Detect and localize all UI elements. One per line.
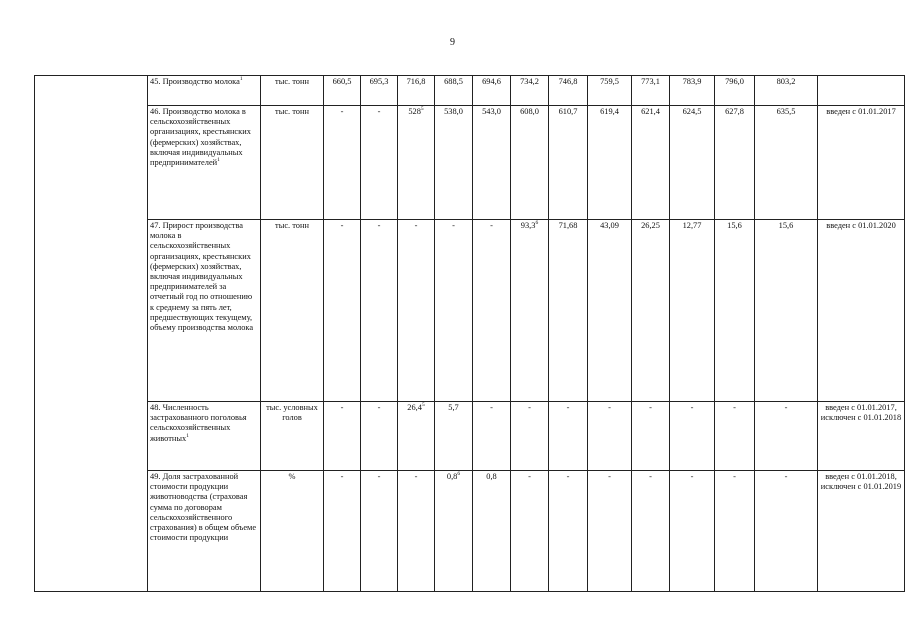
value-text: - — [377, 221, 381, 230]
value-cell — [361, 106, 398, 220]
value-text: 26,25 — [641, 221, 660, 230]
value-text: 660,5 — [332, 77, 352, 86]
value-text: 93,3 — [520, 221, 536, 230]
value-text: 759,5 — [600, 77, 619, 86]
indicator-cell — [148, 106, 261, 220]
value-text: - — [784, 403, 788, 412]
empty-cell — [35, 76, 148, 592]
indicator-cell — [148, 402, 261, 471]
note-cell: введен с 01.01.2018, исключен с 01.01.2019 — [818, 471, 905, 592]
indicator-text: 46. Производство молока в сельскохозяйственных организациях, крестьянских (фермерских) хозяйствах, включая индивидуальных предпринимателей — [150, 107, 251, 168]
value-cell — [361, 76, 398, 106]
value-cell — [435, 471, 473, 592]
value-cell — [361, 220, 398, 402]
footnote-mark: 1 — [217, 157, 220, 164]
indicator-cell — [148, 471, 261, 592]
unit-cell: тыс. тонн — [261, 106, 324, 220]
value-text: - — [733, 472, 736, 481]
value-text: 627,8 — [725, 107, 744, 116]
value-cell — [398, 220, 435, 402]
value-text: - — [414, 472, 418, 481]
value-text: - — [452, 221, 455, 230]
value-cell — [670, 402, 715, 471]
value-text: - — [377, 107, 381, 116]
footnote-mark: 1 — [239, 76, 243, 83]
value-cell — [511, 402, 549, 471]
value-cell — [632, 76, 670, 106]
value-cell — [549, 220, 588, 402]
value-text: - — [566, 403, 570, 412]
value-cell — [715, 76, 755, 106]
value-text: - — [690, 403, 694, 412]
value-text: - — [490, 221, 493, 230]
value-text: - — [490, 403, 493, 412]
value-text: - — [377, 403, 381, 412]
table-row — [35, 220, 905, 402]
value-cell — [715, 106, 755, 220]
value-text: 538,0 — [444, 107, 463, 116]
unit-cell: тыс. тонн — [261, 220, 324, 402]
note-cell: введен с 01.01.2020 — [818, 220, 905, 402]
unit-cell: тыс. тонн — [261, 76, 324, 106]
value-text: - — [340, 221, 344, 230]
footnote-mark: 1 — [186, 432, 189, 439]
indicators-table — [34, 75, 905, 592]
value-text: 12,77 — [682, 221, 702, 230]
value-cell — [473, 220, 511, 402]
value-cell — [549, 76, 588, 106]
value-text: 15,6 — [778, 221, 794, 230]
value-text: - — [608, 472, 611, 481]
value-cell — [324, 76, 361, 106]
value-text: - — [340, 107, 344, 116]
value-cell — [632, 471, 670, 592]
value-cell — [511, 471, 549, 592]
value-cell — [324, 220, 361, 402]
value-text: 26,4 — [407, 403, 422, 412]
value-text: 619,4 — [600, 107, 619, 116]
value-cell — [632, 402, 670, 471]
value-text: 716,8 — [406, 77, 426, 86]
value-text: - — [340, 472, 344, 481]
note-cell — [818, 76, 905, 106]
value-cell — [715, 220, 755, 402]
value-cell — [755, 76, 818, 106]
footnote-mark: 5 — [421, 402, 425, 409]
value-cell — [473, 76, 511, 106]
value-text: 746,8 — [558, 77, 578, 86]
value-text: 803,2 — [776, 77, 796, 86]
value-text: 71,68 — [558, 221, 578, 230]
value-text: 773,1 — [641, 77, 660, 86]
value-cell — [324, 402, 361, 471]
value-cell — [632, 220, 670, 402]
table-row — [35, 76, 905, 106]
unit-cell: тыс. условных голов — [261, 402, 324, 471]
value-cell — [511, 76, 549, 106]
value-text: 694,6 — [482, 77, 501, 86]
value-cell — [755, 402, 818, 471]
value-cell — [398, 402, 435, 471]
value-text: 15,6 — [727, 221, 742, 230]
value-cell — [435, 220, 473, 402]
value-text: 635,5 — [776, 107, 796, 116]
footnote-mark: 5 — [420, 106, 424, 113]
value-cell — [549, 402, 588, 471]
page-number: 9 — [450, 37, 455, 48]
indicator-cell — [148, 76, 261, 106]
value-text: 695,3 — [369, 77, 389, 86]
value-text: 528 — [408, 107, 421, 116]
value-cell — [473, 402, 511, 471]
footnote-mark: 6 — [457, 471, 461, 478]
indicator-text: 45. Производство молока — [150, 77, 240, 86]
table-row — [35, 471, 905, 592]
value-cell — [473, 471, 511, 592]
value-text: - — [690, 472, 694, 481]
value-text: - — [528, 472, 531, 481]
table-row — [35, 402, 905, 471]
value-cell — [588, 220, 632, 402]
value-text: - — [414, 221, 418, 230]
value-text: 0,8 — [486, 472, 497, 481]
value-cell — [588, 402, 632, 471]
value-cell — [398, 106, 435, 220]
value-cell — [361, 402, 398, 471]
value-text: 734,2 — [520, 77, 539, 86]
value-text: 624,5 — [682, 107, 702, 116]
value-cell — [549, 471, 588, 592]
unit-cell: % — [261, 471, 324, 592]
value-cell — [511, 106, 549, 220]
value-cell — [755, 471, 818, 592]
indicator-text: 49. Доля застрахованной стоимости продукции животноводства (страховая сумма по договорам сельскохозяйственного страхования) в общем объеме стоимости продукции — [150, 472, 257, 543]
value-text: - — [340, 403, 344, 412]
value-cell — [670, 220, 715, 402]
value-text: - — [528, 403, 531, 412]
value-text: - — [566, 472, 570, 481]
value-cell — [670, 76, 715, 106]
indicator-text: 48. Численность застрахованного поголовья сельскохозяйственных животных — [150, 403, 247, 443]
value-cell — [588, 76, 632, 106]
table-row — [35, 106, 905, 220]
value-cell — [588, 106, 632, 220]
value-text: 5,7 — [448, 403, 459, 412]
value-text: - — [649, 472, 652, 481]
value-cell — [324, 471, 361, 592]
value-cell — [435, 106, 473, 220]
note-cell: введен с 01.01.2017, исключен с 01.01.2018 — [818, 402, 905, 471]
value-cell — [632, 106, 670, 220]
indicator-text: 47. Прирост производства молока в сельскохозяйственных организациях, крестьянских (фермерских) хозяйствах, включая индивидуальных предпринимателей за отчетный год по отношению к среднему за пять лет, предшествующих текущему, объему производства молока — [150, 221, 254, 333]
value-text: 0,8 — [446, 472, 458, 481]
value-cell — [398, 471, 435, 592]
value-text: - — [649, 403, 652, 412]
value-cell — [549, 106, 588, 220]
value-cell — [755, 220, 818, 402]
value-text: 43,09 — [600, 221, 619, 230]
note-cell: введен с 01.01.2017 — [818, 106, 905, 220]
value-cell — [324, 106, 361, 220]
value-cell — [670, 106, 715, 220]
value-cell — [755, 106, 818, 220]
value-text: 543,0 — [482, 107, 501, 116]
value-cell — [473, 106, 511, 220]
value-text: 783,9 — [682, 77, 702, 86]
value-text: 796,0 — [725, 77, 744, 86]
value-text: - — [733, 403, 736, 412]
value-text: - — [377, 472, 381, 481]
value-cell — [670, 471, 715, 592]
value-cell — [588, 471, 632, 592]
value-cell — [511, 220, 549, 402]
value-text: - — [608, 403, 611, 412]
value-cell — [435, 76, 473, 106]
value-text: 688,5 — [444, 77, 463, 86]
value-text: 621,4 — [641, 107, 660, 116]
value-text: - — [784, 472, 788, 481]
value-cell — [361, 471, 398, 592]
value-text: 610,7 — [558, 107, 578, 116]
value-cell — [435, 402, 473, 471]
value-cell — [398, 76, 435, 106]
indicator-cell — [148, 220, 261, 402]
value-cell — [715, 402, 755, 471]
value-text: 608,0 — [520, 107, 539, 116]
value-cell — [715, 471, 755, 592]
footnote-mark: 6 — [535, 220, 539, 227]
